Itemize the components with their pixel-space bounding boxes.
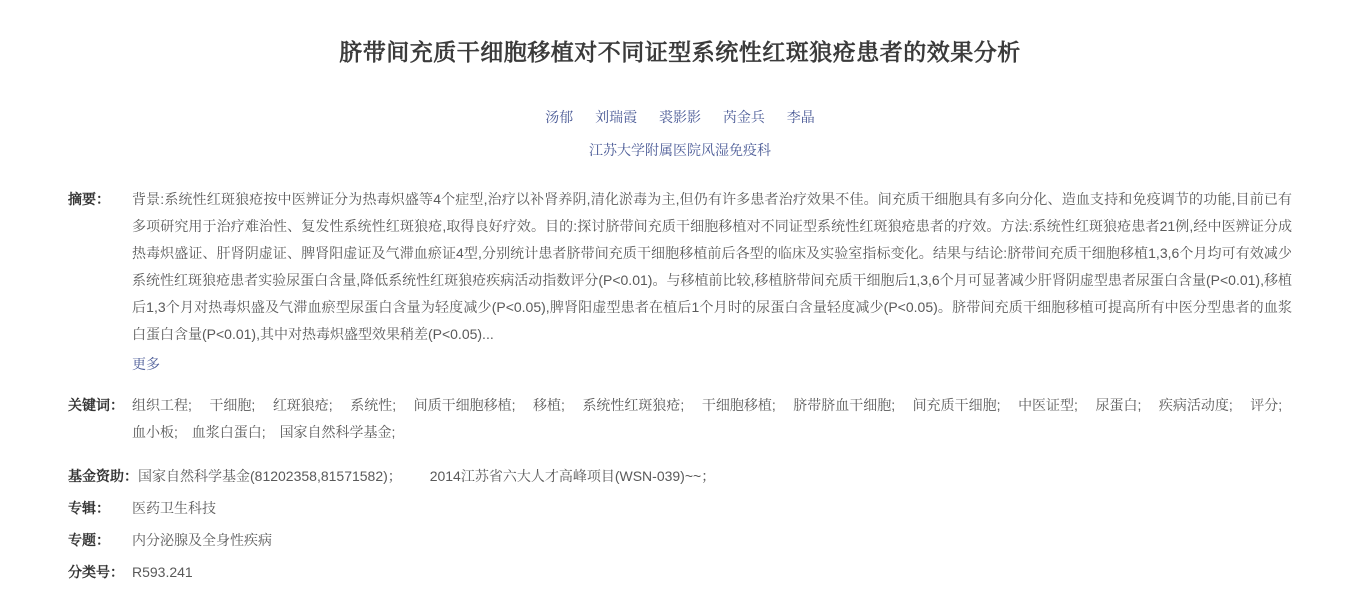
keyword-link[interactable]: 系统性; (350, 397, 397, 413)
affiliation-link[interactable]: 江苏大学附属医院风湿免疫科 (589, 142, 771, 158)
abstract-label: 摘要： (68, 191, 110, 207)
keyword-link[interactable]: 移植; (533, 397, 565, 413)
topic-label: 专题： (68, 532, 110, 548)
topic-row (68, 527, 1292, 554)
keyword-link[interactable]: 脐带脐血干细胞; (793, 397, 896, 413)
classification-label: 分类号： (68, 564, 124, 580)
keyword-link[interactable]: 血小板; (132, 424, 178, 440)
funding-label: 基金资助： (68, 468, 138, 484)
keyword-link[interactable]: 间质干细胞移植; (413, 397, 516, 413)
abstract-content (132, 186, 1292, 378)
author-link[interactable]: 芮金兵 (722, 109, 765, 125)
authors-row (68, 107, 1292, 127)
more-link[interactable]: 更多 (132, 356, 160, 372)
page-title: 脐带间充质干细胞移植对不同证型系统性红斑狼疮患者的效果分析 (339, 39, 1021, 65)
keyword-link[interactable]: 干细胞; (209, 397, 256, 413)
keywords-row (68, 392, 1292, 446)
author-link[interactable]: 李晶 (786, 109, 815, 125)
funding-content (138, 463, 1292, 490)
topic-value: 内分泌腺及全身性疾病 (132, 532, 272, 548)
keywords-label: 关键词： (68, 397, 124, 413)
funding-row (68, 463, 1292, 490)
keyword-link[interactable]: 国家自然科学基金; (279, 424, 396, 440)
funding-link[interactable]: 国家自然科学基金(81202358,81571582)； (138, 468, 402, 484)
keyword-link[interactable]: 疾病活动度; (1158, 397, 1233, 413)
keyword-link[interactable]: 红斑狼疮; (272, 397, 333, 413)
keyword-link[interactable]: 评分; (1250, 397, 1283, 413)
keyword-link[interactable]: 血浆白蛋白; (191, 424, 266, 440)
album-label: 专辑： (68, 500, 110, 516)
keyword-link[interactable]: 系统性红斑狼疮; (582, 397, 685, 413)
keyword-link[interactable]: 干细胞移植; (701, 397, 776, 413)
author-link[interactable]: 刘瑞霞 (595, 109, 638, 125)
album-row (68, 495, 1292, 522)
classification-value: R593.241 (132, 564, 193, 580)
keyword-link[interactable]: 中医证型; (1018, 397, 1078, 413)
keyword-link[interactable]: 间充质干细胞; (912, 397, 1001, 413)
author-link[interactable]: 裘影影 (659, 109, 701, 125)
abstract-text: 背景:系统性红斑狼疮按中医辨证分为热毒炽盛等4个症型,治疗以补肾养阴,清化淤毒为主,但仍有许多患者治疗效果不佳。间充质干细胞具有多向分化、造血支持和免疫调节的功能,目前已有多项研究用于治疗难治性、复发性系统性红斑狼疮,取得良好疗效。目的:探讨脐带间充质干细胞移植对不同证型系统性红斑狼疮患者的疗效。方法:系统性红斑狼疮患者21例,经中医辨证分成热毒炽盛证、肝肾阴虚证、脾肾阳虚证及气滞血瘀证4型,分别统计患者脐带间充质干细胞移植前后各型的临床及实验室指标变化。结果与结论:脐带间充质干细胞移植1,3,6个月均可有效减少系统性红斑狼疮患者实验尿蛋白含量,降低系统性红斑狼疮疾病活动指数评分(P<0.01)。与移植前比较,移植脐带间充质干细胞后1,3,6个月可显著减少肝肾阴虚型患者尿蛋白含量(P<0.01),移植后1,3个月对热毒炽盛及气滞血瘀型尿蛋白含量为轻度减少(P<0.05),脾肾阳虚型患者在植后1个月时的尿蛋白含量轻度减少(P<0.05)。脐带间充质干细胞移植可提高所有中医分型患者的血浆白蛋白含量(P<0.01),其中对热毒炽盛型效果稍差(P<0.05)... (132, 191, 1292, 342)
keyword-link[interactable]: 组织工程; (132, 397, 192, 413)
album-value: 医药卫生科技 (132, 500, 216, 516)
keywords-content (132, 392, 1292, 446)
affiliation-row (68, 140, 1292, 160)
author-link[interactable]: 汤郁 (545, 109, 574, 125)
funding-link[interactable]: 2014江苏省六大人才高峰项目(WSN-039)~~； (429, 468, 716, 484)
keyword-link[interactable]: 尿蛋白; (1095, 397, 1142, 413)
abstract-row (68, 186, 1292, 378)
info-section (68, 186, 1292, 586)
classification-row (68, 559, 1292, 586)
